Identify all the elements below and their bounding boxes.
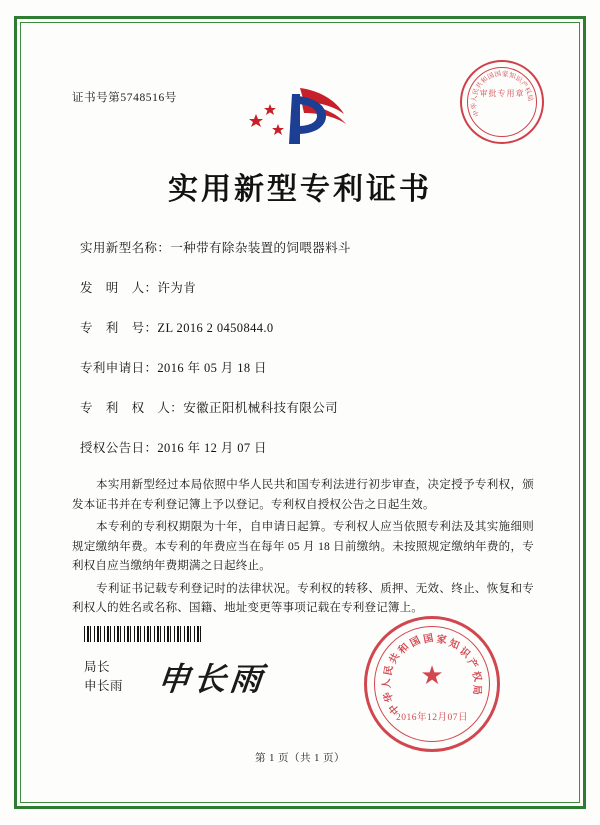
field-label: 专 利 权 人： (80, 401, 184, 415)
seal-date: 2016年12月07日 (395, 713, 468, 723)
field-row (80, 278, 534, 298)
field-label: 专利申请日： (80, 361, 158, 375)
field-value: 许为肯 (157, 281, 197, 295)
patent-office-logo-icon (240, 80, 360, 150)
star-icon: ★ (420, 661, 444, 691)
field-value: 2016 年 05 月 18 日 (157, 361, 267, 375)
field-value: 安徽正阳机械科技有限公司 (183, 401, 339, 415)
paragraph: 本实用新型经过本局依照中华人民共和国专利法进行初步审查，决定授予专利权，颁发本证书并在专利登记簿上予以登记。专利权自授权公告之日起生效。 (72, 479, 534, 511)
paragraph: 专利证书记载专利登记时的法律状况。专利权的转移、质押、无效、终止、恢复和专利权人的姓名或名称、国籍、地址变更等事项记载在专利登记簿上。 (72, 582, 534, 614)
field-label: 发 明 人： (80, 281, 158, 295)
certificate-content (46, 46, 554, 779)
field-value: 2016 年 12 月 07 日 (157, 441, 267, 455)
field-row (80, 238, 534, 258)
field-row (80, 438, 534, 458)
field-label: 专 利 号： (80, 321, 158, 335)
field-value: 一种带有除杂装置的饲喂器料斗 (170, 241, 351, 255)
field-list (80, 238, 534, 478)
official-round-red-seal-icon (364, 616, 500, 752)
field-label: 实用新型名称： (80, 241, 171, 255)
field-row (80, 358, 534, 378)
field-label: 授权公告日： (80, 441, 158, 455)
signature-block (84, 658, 123, 696)
handwritten-signature: 申长雨 (155, 661, 268, 697)
page-footer: 第 1 页（共 1 页） (255, 753, 345, 764)
barcode-icon (84, 626, 204, 642)
paragraph: 本专利的专利权期限为十年，自申请日起算。专利权人应当依照专利法及其实施细则规定缴纳年费。本专利的年费应当在每年 05 月 18 日前缴纳。未按照规定缴纳年费的，专利权自应当缴纳年费期满之日起终止。 (72, 521, 534, 572)
seal-center-text: 审批专用章 (479, 89, 525, 98)
seal-arc-text: 中 华 人 民 共 和 国 国 家 知 识 产 权 局 (381, 633, 483, 717)
director-title-label: 局长 (84, 660, 111, 674)
director-name-label: 申长雨 (84, 679, 124, 693)
field-row (80, 398, 534, 418)
field-row (80, 318, 534, 338)
seal-arc-text: 中 华 人 民 共 和 国 国 家 知 识 产 权 局 (470, 70, 534, 118)
page-title: 实用新型专利证书 (168, 173, 432, 206)
field-value: ZL 2016 2 0450844.0 (157, 321, 274, 335)
round-red-seal-icon (460, 60, 544, 144)
certificate-number: 证书号第5748516号 (72, 92, 177, 104)
body-text (72, 476, 534, 622)
